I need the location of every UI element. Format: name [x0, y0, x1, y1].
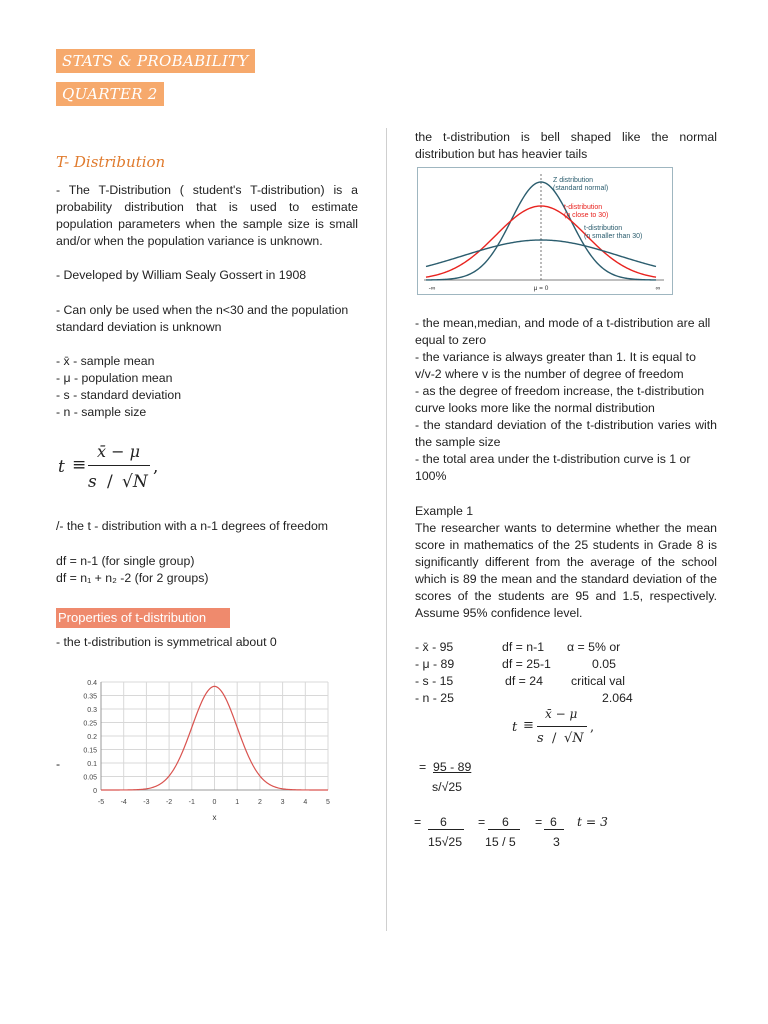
bell-text: the t-distribution is bell shaped like the normal distribution but has heavier tails	[415, 130, 717, 161]
df-step-1: df = n-1	[502, 640, 545, 654]
given-n: - n - 25	[415, 691, 454, 705]
developed-text: - Developed by William Sealy Gossert in 1908	[56, 268, 307, 282]
annotation-line2: (standard normal)	[553, 185, 609, 192]
prop-total-area: - the total area under the t-distribution curve is 1 or 100%	[415, 452, 691, 483]
t-distribution-chart	[70, 672, 350, 827]
step2-num1: 6	[440, 815, 447, 829]
example-title: Example 1	[415, 504, 474, 518]
df-step-2: df = 25-1	[502, 657, 551, 671]
t-formula: t ≡ x̄ − μ s / √N ,	[58, 442, 159, 492]
t-formula-example: t ≡ x̄ − μ s / √N ,	[512, 707, 595, 746]
step2-eq3: =	[535, 815, 543, 829]
symbol-mean: - x̄ - sample mean	[56, 354, 155, 368]
side-dash: -	[56, 757, 61, 771]
y-tick-label: 0.05	[83, 774, 97, 782]
x-tick-label: 4	[303, 799, 308, 806]
annotation-line2: (n smaller than 30)	[584, 233, 643, 240]
x-tick-label: 0	[212, 799, 217, 806]
step2-eq1: =	[414, 815, 422, 829]
t-result: t = 3	[577, 815, 608, 829]
properties-heading: Properties of t-distribution	[56, 608, 230, 628]
usage-text: - Can only be used when the n<30 and the population standard deviation is unknown	[56, 303, 349, 334]
annotation-line2: (n close to 30)	[564, 212, 609, 219]
x-tick-label: 1	[235, 799, 240, 806]
prop-mean-median-mode: - the mean,median, and mode of a t-distribution are all equal to zero	[415, 316, 711, 347]
x-tick-label: -2	[165, 799, 173, 806]
step2-den2: 15 / 5	[485, 835, 516, 849]
x-tick-label: -1	[188, 799, 195, 806]
df-two: df = n₁ + n₂ -2 (for 2 groups)	[56, 571, 209, 585]
step2-eq2: =	[478, 815, 486, 829]
x-axis-label: x	[212, 813, 217, 822]
x-tick-label: μ = 0	[533, 285, 549, 292]
x-tick-label: 5	[326, 799, 330, 806]
y-tick-label: 0	[93, 788, 97, 795]
x-tick-label: -3	[143, 799, 150, 806]
alpha-label: α = 5% or	[567, 640, 621, 654]
y-tick-label: 0.2	[87, 734, 97, 741]
t-distribution-heading: T- Distribution	[56, 153, 166, 171]
critical-label: critical val	[571, 674, 625, 688]
y-tick-label: 0.1	[87, 761, 97, 768]
df-note: /- the t - distribution with a n-1 degrees of freedom	[56, 519, 329, 533]
annotation-line1: t-distribution	[584, 225, 623, 232]
alpha-value: 0.05	[592, 657, 616, 671]
page-title: STATS & PROBABILITY	[56, 49, 255, 73]
y-tick-label: 0.15	[83, 747, 97, 755]
symmetric-text: - the t-distribution is symmetrical about 0	[56, 635, 277, 649]
prop-std: - the standard deviation of the t-distribution varies with the sample size	[415, 418, 717, 449]
step2-num3: 6	[550, 815, 557, 829]
x-tick-label: -4	[120, 799, 127, 806]
x-tick-label: 3	[280, 799, 285, 806]
given-mean: - x̄ - 95	[415, 640, 454, 654]
annotation-line1: t-distribution	[564, 204, 603, 211]
symbol-pop-mean: - μ - population mean	[56, 371, 173, 385]
step2-num2: 6	[502, 815, 509, 829]
step2-den3: 3	[553, 835, 560, 849]
x-tick-label: -∞	[428, 285, 436, 292]
x-tick-label: ∞	[655, 285, 661, 292]
example-text: The researcher wants to determine whether the mean score in mathematics of the 25 students in Grade 8 is significantly different from the average of the school which is 89 the mean and the standard deviation of the scores of the students are 95 and 1.5, respectively. Assume 95% confidence level.	[415, 521, 717, 620]
definition-text: - The T-Distribution ( student's T-distribution) is a probability distribution that is used to estimate population parameters when the sample size is small and/or when the population variance is unknown.	[56, 183, 358, 248]
step1-denominator: s/√25	[432, 780, 462, 794]
given-pop-mean: - μ - 89	[415, 657, 455, 671]
prop-degree-freedom: - as the degree of freedom increase, the t-distribution curve looks more like the normal distribution	[415, 384, 705, 415]
x-tick-label: -5	[97, 799, 105, 806]
y-tick-label: 0.25	[83, 720, 97, 728]
symbol-std: - s - standard deviation	[56, 388, 182, 402]
step2-den1: 15√25	[428, 835, 463, 849]
column-divider	[386, 128, 387, 931]
df-single: df = n-1 (for single group)	[56, 554, 195, 568]
quarter-label: QUARTER 2	[56, 82, 164, 106]
step1-eq: =	[419, 760, 427, 774]
given-s: - s - 15	[415, 674, 454, 688]
symbol-n: - n - sample size	[56, 405, 147, 419]
step1-numerator: 95 - 89	[433, 760, 472, 774]
prop-variance: - the variance is always greater than 1. It is equal to v/v-2 where v is the number of degree of freedom	[415, 350, 696, 381]
x-tick-label: 2	[257, 799, 262, 806]
df-step-3: df = 24	[505, 674, 543, 688]
annotation-line1: Z distribution	[553, 177, 594, 184]
y-tick-label: 0.3	[87, 707, 97, 714]
y-tick-label: 0.35	[83, 693, 97, 701]
y-tick-label: 0.4	[87, 680, 97, 687]
distribution-comparison-chart	[417, 167, 673, 295]
critical-value: 2.064	[602, 691, 633, 705]
